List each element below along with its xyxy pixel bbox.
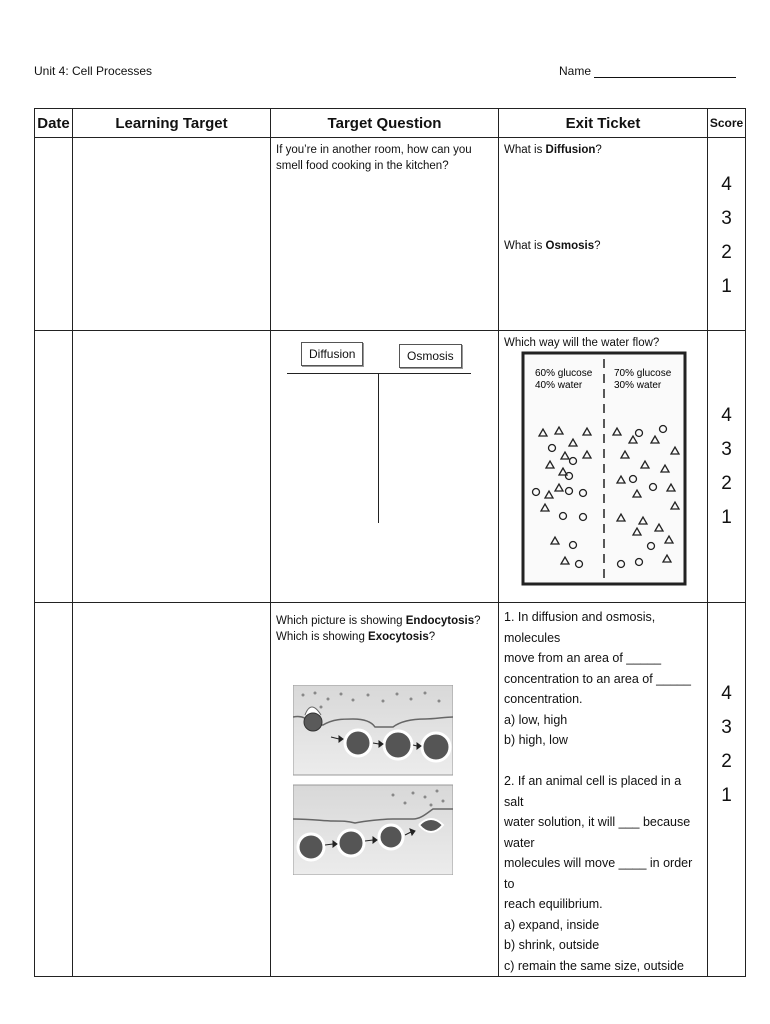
t-chart-horizontal-line — [287, 373, 471, 374]
ticket-line: move from an area of _____ — [504, 651, 662, 665]
score-4[interactable]: 4 — [721, 405, 732, 426]
beaker-right-label-2: 30% water — [614, 380, 662, 391]
score-2[interactable]: 2 — [721, 751, 732, 772]
table-row — [35, 331, 746, 603]
ticket-line: 2. If an animal cell is placed in a salt — [504, 774, 682, 809]
score-3[interactable]: 3 — [721, 439, 732, 460]
target-question-cell — [271, 331, 499, 603]
beaker-left-label-1: 60% glucose — [535, 368, 593, 379]
target-question-text: Which picture is showing Endocytosis? Which is showing Exocytosis? — [276, 615, 481, 643]
t-chart — [271, 331, 498, 531]
score-3[interactable]: 3 — [721, 208, 732, 229]
target-question-text: If you’re in another room, how can you smell food cooking in the kitchen? — [276, 144, 472, 172]
score-2[interactable]: 2 — [721, 242, 732, 263]
score-1[interactable]: 1 — [721, 785, 732, 806]
learning-target-cell[interactable] — [73, 603, 271, 977]
endo-exocytosis-pictures — [293, 685, 453, 875]
date-cell[interactable] — [35, 603, 73, 977]
table-row — [35, 603, 746, 977]
ticket-line: molecules will move ____ in order to — [504, 856, 693, 891]
ticket-line: 1. In diffusion and osmosis, molecules — [504, 610, 656, 645]
score-cell[interactable] — [708, 138, 746, 331]
score-cell[interactable] — [708, 331, 746, 603]
exit-ticket-cell — [499, 138, 708, 331]
score-4[interactable]: 4 — [721, 174, 732, 195]
col-score: Score — [708, 109, 746, 138]
ticket-line: concentration to an area of _____ — [504, 671, 691, 686]
ticket-line: a) expand, inside — [504, 917, 600, 932]
ticket-line — [504, 751, 702, 772]
target-question-cell — [271, 138, 499, 331]
picture-top — [293, 685, 453, 775]
osmosis-beaker-diagram — [521, 351, 687, 587]
picture-bottom — [293, 785, 453, 875]
t-chart-osmosis-label: Osmosis — [399, 344, 462, 368]
ticket-line: a) low, high — [504, 712, 568, 727]
unit-title: Unit 4: Cell Processes — [34, 64, 153, 78]
col-learning-target: Learning Target — [73, 109, 271, 138]
ticket-line: reach equilibrium. — [504, 897, 603, 911]
target-question-cell — [271, 603, 499, 977]
learning-table — [34, 108, 746, 977]
score-4[interactable]: 4 — [721, 683, 732, 704]
ticket-question-water-flow: Which way will the water flow? — [504, 337, 660, 349]
score-1[interactable]: 1 — [721, 276, 732, 297]
ticket-question-diffusion: What is Diffusion? — [504, 144, 602, 156]
ticket-line: b) shrink, outside — [504, 938, 600, 952]
score-3[interactable]: 3 — [721, 717, 732, 738]
ticket-line: water solution, it will ___ because water — [504, 815, 691, 850]
col-exit-ticket: Exit Ticket — [499, 109, 708, 138]
date-cell[interactable] — [35, 331, 73, 603]
learning-target-cell[interactable] — [73, 331, 271, 603]
col-target-question: Target Question — [271, 109, 499, 138]
exit-ticket-cell — [499, 331, 708, 603]
ticket-line: c) remain the same size, outside — [504, 958, 684, 973]
table-row — [35, 138, 746, 331]
score-2[interactable]: 2 — [721, 473, 732, 494]
ticket-multiple-choice — [499, 603, 707, 976]
name-field[interactable] — [559, 64, 736, 78]
col-date: Date — [35, 109, 73, 138]
beaker-right-label-1: 70% glucose — [614, 368, 672, 379]
ticket-line: b) high, low — [504, 733, 568, 747]
exit-ticket-cell — [499, 603, 708, 977]
score-1[interactable]: 1 — [721, 507, 732, 528]
score-cell[interactable] — [708, 603, 746, 977]
ticket-line: concentration. — [504, 692, 583, 706]
date-cell[interactable] — [35, 138, 73, 331]
learning-target-cell[interactable] — [73, 138, 271, 331]
t-chart-diffusion-label: Diffusion — [301, 342, 363, 366]
name-line[interactable] — [594, 65, 736, 78]
ticket-question-osmosis: What is Osmosis? — [504, 240, 601, 252]
name-label: Name — [559, 64, 592, 78]
beaker-left-label-2: 40% water — [535, 380, 583, 391]
t-chart-vertical-line — [378, 373, 379, 523]
